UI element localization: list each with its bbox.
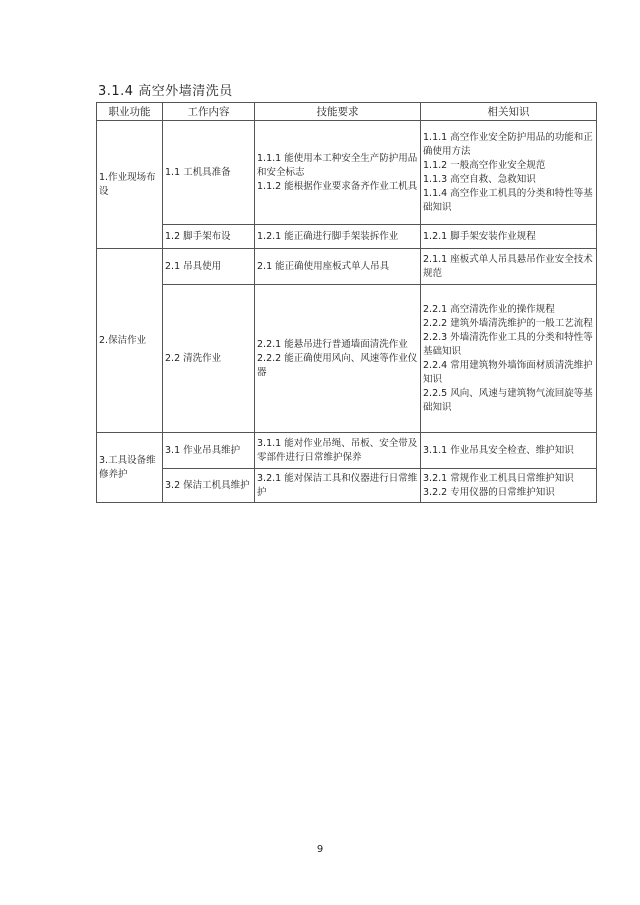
knowledge-item: 3.2.1 常规作业工机具日常维护知识 — [423, 472, 574, 484]
header-content: 工作内容 — [163, 103, 255, 121]
skills-cell — [255, 433, 421, 469]
skill-item: 2.1 能正确使用座板式单人吊具 — [257, 260, 390, 272]
content-cell: 1.2 脚手架布设 — [163, 225, 255, 249]
skills-cell — [255, 121, 421, 225]
header-function: 职业功能 — [97, 103, 163, 121]
skill-item: 2.2.1 能悬吊进行普通墙面清洗作业 — [257, 338, 408, 350]
header-knowledge: 相关知识 — [421, 103, 597, 121]
content-cell: 2.1 吊具使用 — [163, 249, 255, 285]
skills-cell — [255, 469, 421, 503]
knowledge-cell — [421, 249, 597, 285]
knowledge-item: 2.2.1 高空清洗作业的操作规程 — [423, 303, 555, 315]
knowledge-item: 1.1.3 高空自救、急救知识 — [423, 173, 536, 185]
skill-item: 2.2.2 能正确使用风向、风速等作业仪器 — [257, 352, 418, 378]
knowledge-item: 2.2.3 外墙清洗作业工具的分类和特性等基础知识 — [423, 331, 593, 357]
table-row — [97, 469, 597, 503]
knowledge-item: 2.2.2 建筑外墙清洗维护的一般工艺流程 — [423, 317, 593, 329]
knowledge-cell — [421, 121, 597, 225]
skill-item: 3.1.1 能对作业吊绳、吊板、安全带及零部件进行日常维护保养 — [257, 437, 418, 463]
skill-item: 3.2.1 能对保洁工具和仪器进行日常维护 — [257, 472, 418, 498]
page-number: 9 — [316, 844, 324, 855]
skill-item: 1.2.1 能正确进行脚手架装拆作业 — [257, 230, 399, 242]
header-skills: 技能要求 — [255, 103, 421, 121]
content-cell: 1.1 工机具准备 — [163, 121, 255, 225]
knowledge-item: 2.2.4 常用建筑物外墙饰面材质清洗维护知识 — [423, 359, 593, 385]
skills-table — [96, 102, 597, 503]
table-row — [97, 433, 597, 469]
table-row — [97, 285, 597, 433]
table-row — [97, 249, 597, 285]
table-header-row — [97, 103, 597, 121]
table-row — [97, 225, 597, 249]
function-cell: 3.工具设备维修养护 — [97, 433, 163, 503]
content-cell: 2.2 清洗作业 — [163, 285, 255, 433]
knowledge-item: 2.1.1 座板式单人吊具悬吊作业安全技术规范 — [423, 253, 593, 279]
section-title: 3.1.4 高空外墙清洗员 — [98, 84, 233, 99]
knowledge-cell — [421, 469, 597, 503]
function-cell: 2.保洁作业 — [97, 249, 163, 433]
knowledge-item: 3.2.2 专用仪器的日常维护知识 — [423, 486, 555, 498]
skill-item: 1.1.2 能根据作业要求备齐作业工机具 — [257, 180, 418, 192]
skills-cell — [255, 249, 421, 285]
knowledge-item: 1.1.4 高空作业工机具的分类和特性等基础知识 — [423, 187, 593, 213]
knowledge-item: 1.1.2 一般高空作业安全规范 — [423, 159, 546, 171]
knowledge-item: 3.1.1 作业吊具安全检查、维护知识 — [423, 444, 574, 456]
content-cell: 3.2 保洁工机具维护 — [163, 469, 255, 503]
knowledge-cell — [421, 225, 597, 249]
knowledge-item: 1.2.1 脚手架安装作业规程 — [423, 230, 536, 242]
knowledge-item: 2.2.5 风向、风速与建筑物气流回旋等基础知识 — [423, 387, 593, 413]
knowledge-cell — [421, 433, 597, 469]
skills-cell — [255, 285, 421, 433]
knowledge-item: 1.1.1 高空作业安全防护用品的功能和正确使用方法 — [423, 131, 593, 157]
skills-cell — [255, 225, 421, 249]
knowledge-cell — [421, 285, 597, 433]
table-row — [97, 121, 597, 225]
content-cell: 3.1 作业吊具维护 — [163, 433, 255, 469]
function-cell: 1.作业现场布设 — [97, 121, 163, 249]
skill-item: 1.1.1 能使用本工种安全生产防护用品和安全标志 — [257, 152, 418, 178]
